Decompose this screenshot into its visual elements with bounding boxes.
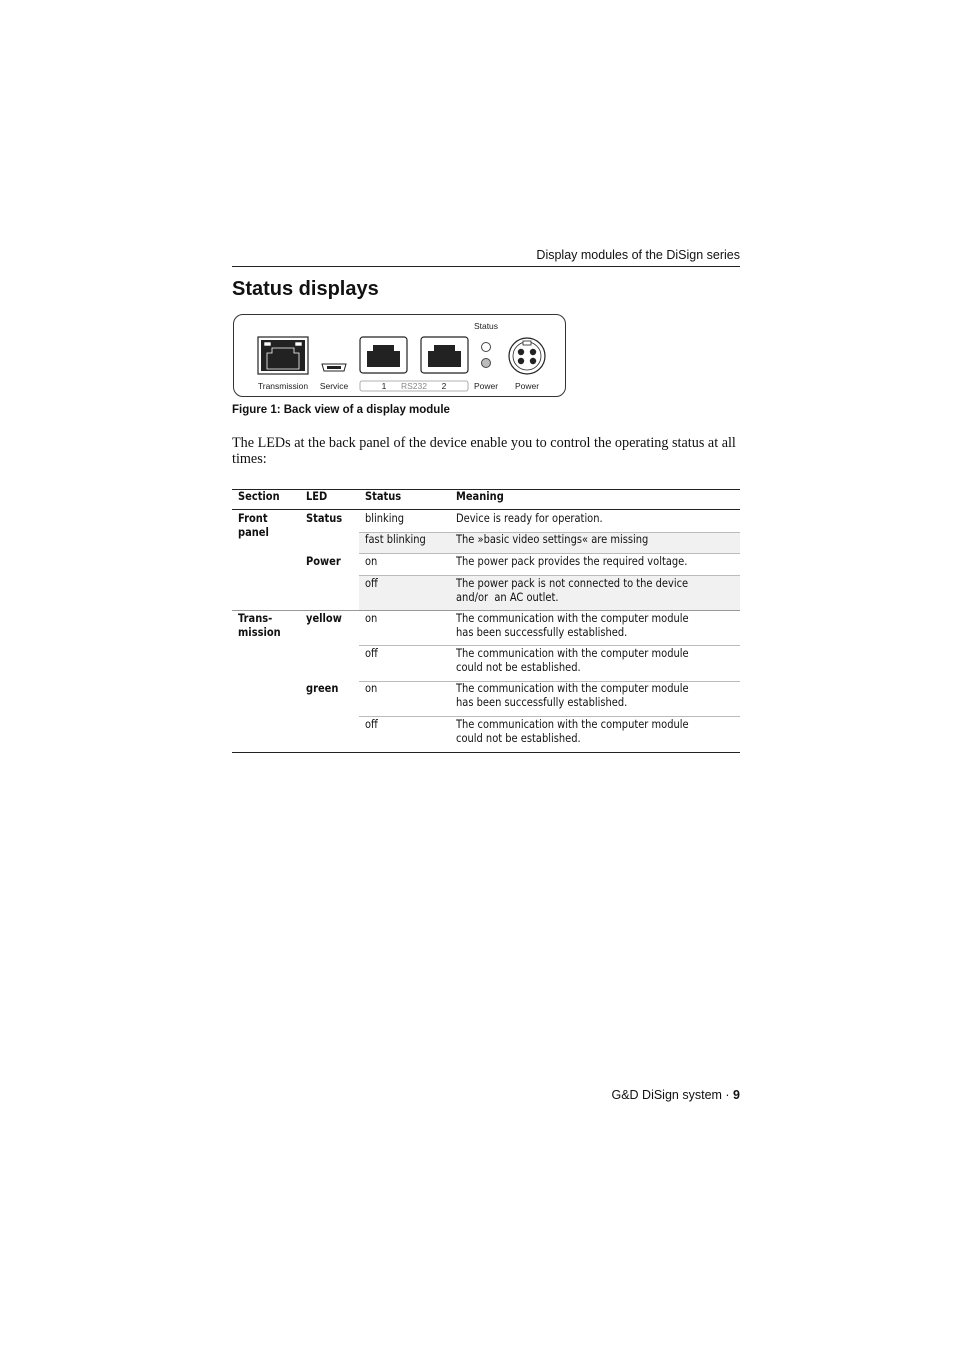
table-cell-status: off: [365, 646, 378, 660]
footer-label: G&D DiSign system ·: [611, 1088, 734, 1102]
rs232-port-2-icon: [421, 337, 468, 373]
table-cell-led: Power: [306, 554, 341, 568]
table-cell-meaning: The power pack provides the required voltage.: [456, 554, 688, 568]
power-led-icon: [482, 359, 491, 368]
power-socket-icon: [509, 338, 545, 374]
table-cell-meaning: Device is ready for operation.: [456, 511, 603, 525]
header-status: Status: [365, 489, 402, 503]
back-panel-figure: [233, 314, 566, 397]
table-cell-led: Status: [306, 511, 343, 525]
table-cell-status: on: [365, 681, 378, 695]
table-cell-led: yellow: [306, 611, 342, 625]
table-cell-meaning: The »basic video settings« are missing: [456, 532, 649, 546]
section-title: Status displays: [232, 278, 379, 300]
table-cell-status: off: [365, 717, 378, 731]
table-cell-section: Trans- mission: [238, 611, 281, 639]
header-led: LED: [306, 489, 328, 503]
table-cell-led: green: [306, 681, 339, 695]
table-cell-meaning: The communication with the computer module has been successfully established.: [456, 681, 689, 709]
figure-caption: Figure 1: Back view of a display module: [232, 404, 450, 416]
table-header-rule: [232, 509, 740, 510]
status-led-icon: [482, 343, 491, 352]
rs232-port-1-icon: [360, 337, 407, 373]
label-status: Status: [473, 321, 499, 331]
header-section: Section: [238, 489, 280, 503]
table-bottom-rule: [232, 752, 740, 753]
label-transmission: Transmission: [257, 381, 309, 391]
service-port-icon: [322, 364, 346, 371]
table-cell-status: blinking: [365, 511, 405, 525]
intro-paragraph: The LEDs at the back panel of the device enable you to control the operating status at all times:: [232, 435, 736, 467]
table-cell-meaning: The communication with the computer module has been successfully established.: [456, 611, 689, 639]
table-cell-meaning: The communication with the computer module could not be established.: [456, 717, 689, 745]
table-cell-status: on: [365, 611, 378, 625]
header-meaning: Meaning: [456, 489, 504, 503]
transmission-port-icon: [258, 337, 308, 374]
label-rs232-1: 1: [381, 381, 387, 391]
header-rule: [232, 266, 740, 267]
label-service: Service: [319, 381, 349, 391]
table-cell-status: on: [365, 554, 378, 568]
label-power-socket: Power: [514, 381, 540, 391]
label-rs232-2: 2: [441, 381, 447, 391]
back-panel-drawing: [234, 315, 567, 398]
table-cell-meaning: The power pack is not connected to the device and/or an AC outlet.: [456, 576, 689, 604]
label-power-led: Power: [473, 381, 499, 391]
table-cell-section: Front panel: [238, 511, 269, 539]
table-cell-meaning: The communication with the computer module could not be established.: [456, 646, 689, 674]
table-cell-status: off: [365, 576, 378, 590]
label-rs232: RS232: [401, 381, 427, 391]
page-number: 9: [733, 1088, 740, 1102]
table-cell-status: fast blinking: [365, 532, 426, 546]
page-footer: [560, 1088, 740, 1102]
running-header: Display modules of the DiSign series: [536, 248, 740, 262]
